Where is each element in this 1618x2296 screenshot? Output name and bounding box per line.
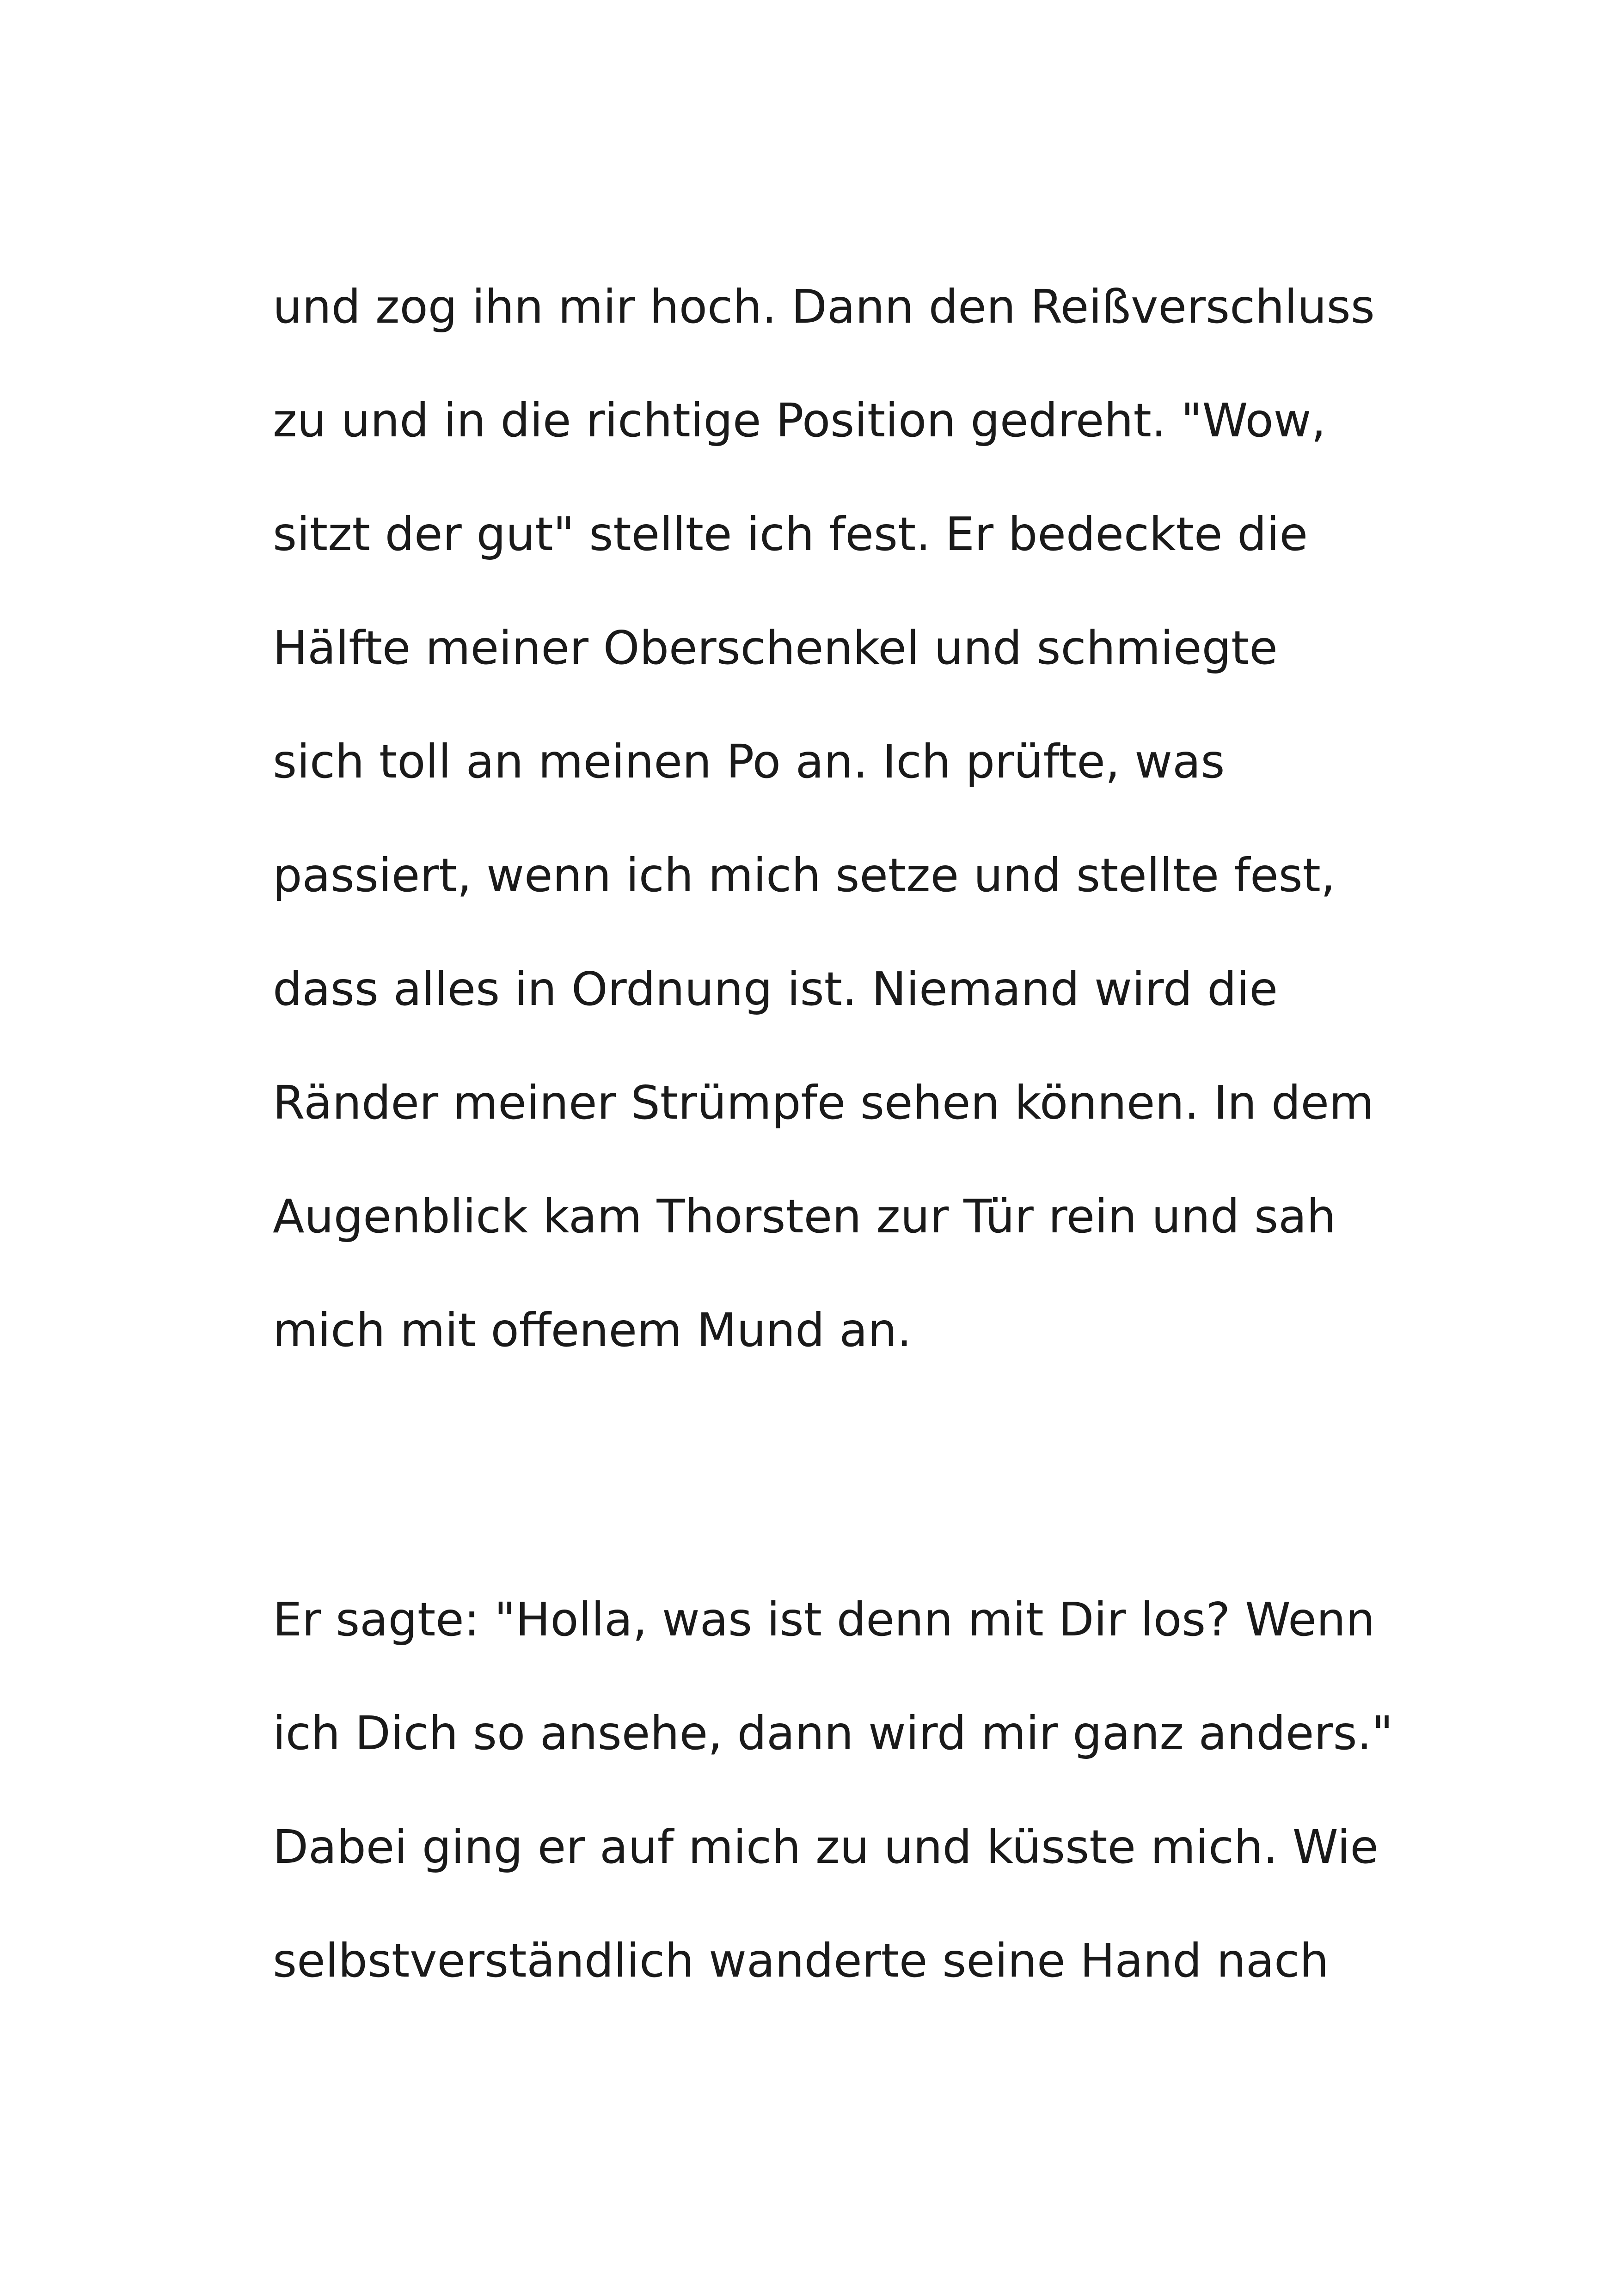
text-line: Hälfte meiner Oberschenkel und schmiegte <box>273 621 1278 675</box>
text-line: sitzt der gut" stellte ich fest. Er bedeckte die <box>273 507 1308 561</box>
paragraph <box>273 1563 1428 2018</box>
text-line: dass alles in Ordnung ist. Niemand wird die <box>273 962 1278 1016</box>
text-line: selbstverständlich wanderte seine Hand nach <box>273 1934 1329 1988</box>
text-line: zu und in die richtige Position gedreht. "Wow, <box>273 393 1326 447</box>
text-line: und zog ihn mir hoch. Dann den Reißverschluss <box>273 280 1375 334</box>
text-line: ich Dich so ansehe, dann wird mir ganz anders." <box>273 1706 1393 1760</box>
text-line: Ränder meiner Strümpfe sehen können. In dem <box>273 1076 1374 1130</box>
text-line: Augenblick kam Thorsten zur Tür rein und sah <box>273 1189 1336 1243</box>
paragraph <box>273 250 1428 1387</box>
text-line: Dabei ging er auf mich zu und küsste mich. Wie <box>273 1820 1379 1874</box>
text-line: sich toll an meinen Po an. Ich prüfte, was <box>273 735 1225 789</box>
text-line: mich mit offenem Mund an. <box>273 1303 912 1357</box>
text-line: Er sagte: "Holla, was ist denn mit Dir los? Wenn <box>273 1592 1375 1647</box>
text-line: passiert, wenn ich mich setze und stellte fest, <box>273 848 1336 902</box>
